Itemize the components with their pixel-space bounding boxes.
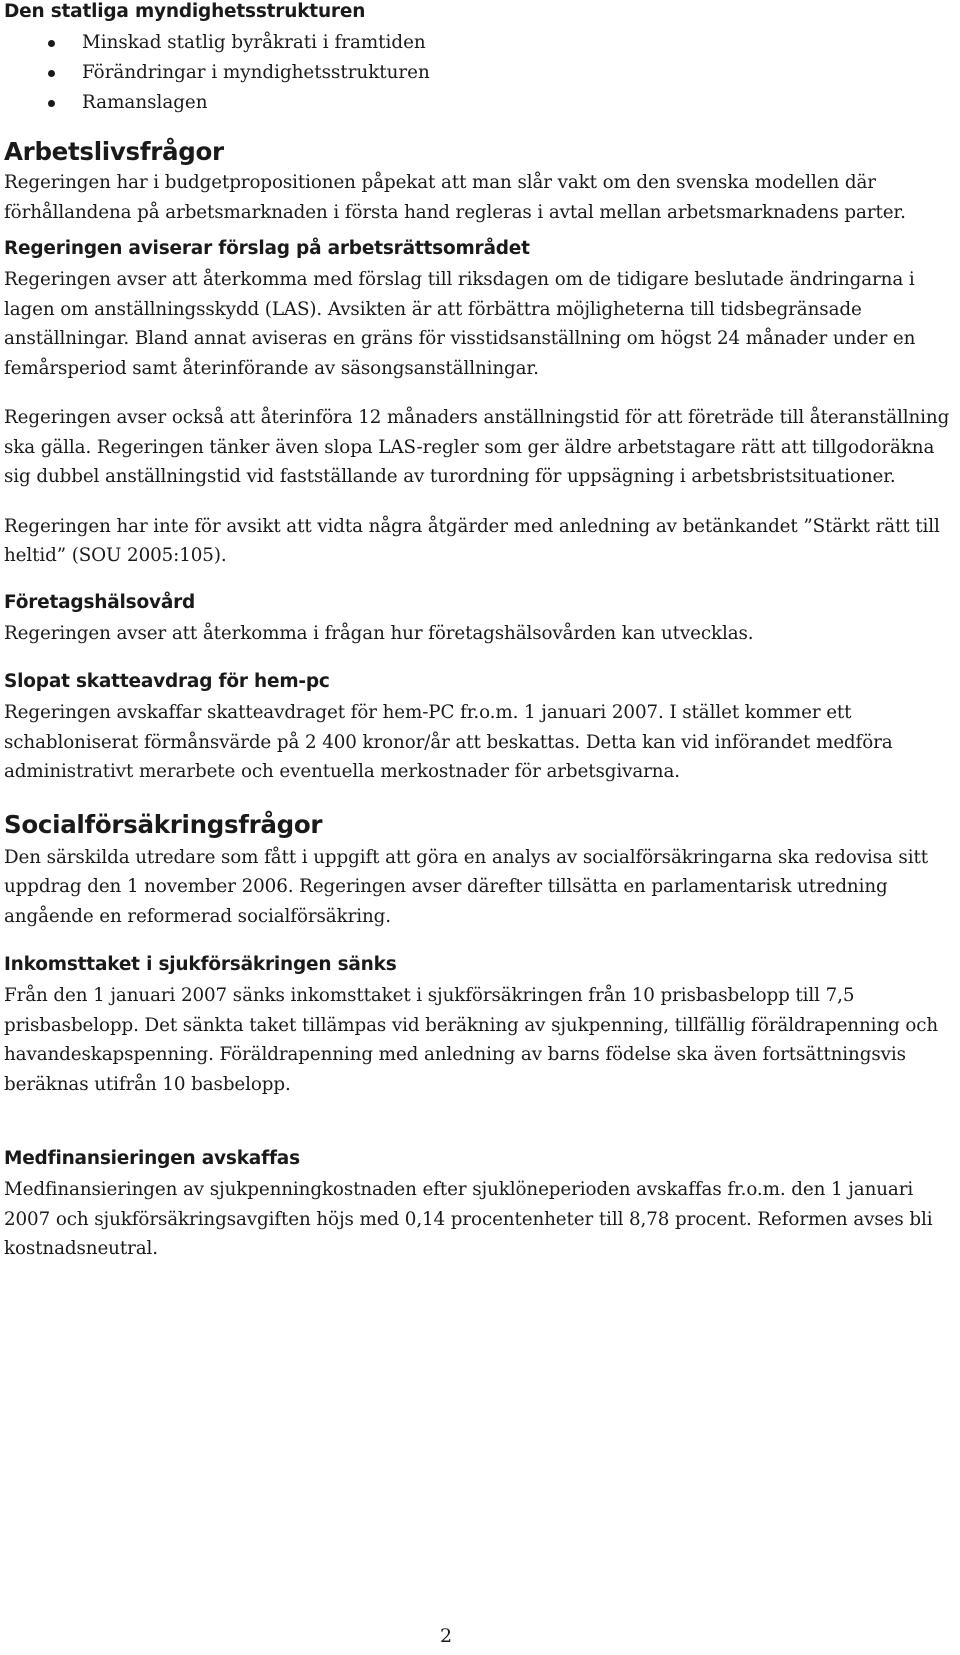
paragraph: Regeringen avser också att återinföra 12 månaders anställningstid för att företräde till återanställning ska gälla. Regeringen tänker även slopa LAS-regler som ger äldre arbetstagare rätt att tillgodoräkna sig dubbel anställningstid vid fastställande av turordning för uppsägning i arbetsbristsituationer. bbox=[4, 407, 950, 487]
paragraph: Regeringen avser att återkomma med förslag till riksdagen om de tidigare beslutade ändringarna i lagen om anställningsskydd (LAS). Avsikten är att förbättra möjligheterna till tidsbegränsade anställningar. Bland annat aviseras en gräns för visstidsanställning om högst 24 månader under en femårsperiod samt återinförande av säsongsanställningar. bbox=[4, 269, 916, 379]
bullet-item bbox=[4, 88, 954, 118]
paragraph: Regeringen avser att återkomma i frågan hur företagshälsovården kan utvecklas. bbox=[4, 622, 754, 644]
paragraph: Den särskilda utredare som fått i uppgift att göra en analys av socialförsäkringarna ska redovisa sitt uppdrag den 1 november 2006. Regeringen avser därefter tillsätta en parlamentarisk utredning angående en reformerad socialförsäkring. bbox=[4, 846, 928, 927]
page-content bbox=[4, 0, 954, 1264]
paragraph: Regeringen har i budgetpropositionen påpekat att man slår vakt om den svenska modellen där förhållandena på arbetsmarknaden i första hand regleras i avtal mellan arbetsmarknadens parter. bbox=[4, 172, 906, 223]
bullet-text: Minskad statlig byråkrati i framtiden bbox=[82, 32, 426, 53]
paragraph: Regeringen avskaffar skatteavdraget för hem-PC fr.o.m. 1 januari 2007. I stället kommer ett schabloniserat förmånsvärde på 2 400 kronor/år att beskattas. Detta kan vid införandet medföra administrativt merarbete och eventuella merkostnader för arbetsgivarna. bbox=[4, 702, 893, 782]
bullet-text: Ramanslagen bbox=[82, 92, 208, 113]
section-heading-myndighetsstruktur: Den statliga myndighetsstrukturen bbox=[4, 1, 366, 22]
paragraph: Medfinansieringen av sjukpenningkostnaden efter sjuklöneperioden avskaffas fr.o.m. den 1 januari 2007 och sjukförsäkringsavgiften höjs med 0,14 procentenheter till 8,78 procent. Reformen avses bli kostnadsneutral. bbox=[4, 1179, 933, 1259]
section-heading-foretagshalsovard: Företagshälsovård bbox=[4, 591, 196, 613]
bullet-item bbox=[4, 28, 954, 58]
section-heading-arbetsrattsomradet: Regeringen aviserar förslag på arbetsrättsområdet bbox=[4, 238, 530, 259]
paragraph: Från den 1 januari 2007 sänks inkomsttaket i sjukförsäkringen från 10 prisbasbelopp till 7,5 prisbasbelopp. Det sänkta taket tillämpas vid beräkning av sjukpenning, tillfällig föräldrapenning och havandeskapspenning. Föräldrapenning med anledning av barns födelse ska även fortsättningsvis beräknas utifrån 10 basbelopp. bbox=[4, 985, 939, 1095]
section-heading-inkomsttaket: Inkomsttaket i sjukförsäkringen sänks bbox=[4, 954, 397, 975]
bullet-icon bbox=[48, 70, 55, 77]
section-heading-hem-pc: Slopat skatteavdrag för hem-pc bbox=[4, 671, 330, 692]
section-heading-socialforsakringsfragor: Socialförsäkringsfrågor bbox=[4, 809, 323, 839]
paragraph: Regeringen har inte för avsikt att vidta några åtgärder med anledning av betänkandet ”Stärkt rätt till heltid” (SOU 2005:105). bbox=[4, 515, 940, 566]
bullet-icon bbox=[48, 40, 55, 47]
section-heading-arbetslivsfragor: Arbetslivsfrågor bbox=[4, 137, 224, 166]
bullet-list bbox=[4, 28, 954, 118]
bullet-icon bbox=[48, 100, 55, 107]
page-number: 2 bbox=[440, 1625, 453, 1647]
section-heading-medfinansieringen: Medfinansieringen avskaffas bbox=[4, 1148, 300, 1169]
bullet-item bbox=[4, 58, 954, 88]
bullet-text: Förändringar i myndighetsstrukturen bbox=[82, 62, 430, 83]
